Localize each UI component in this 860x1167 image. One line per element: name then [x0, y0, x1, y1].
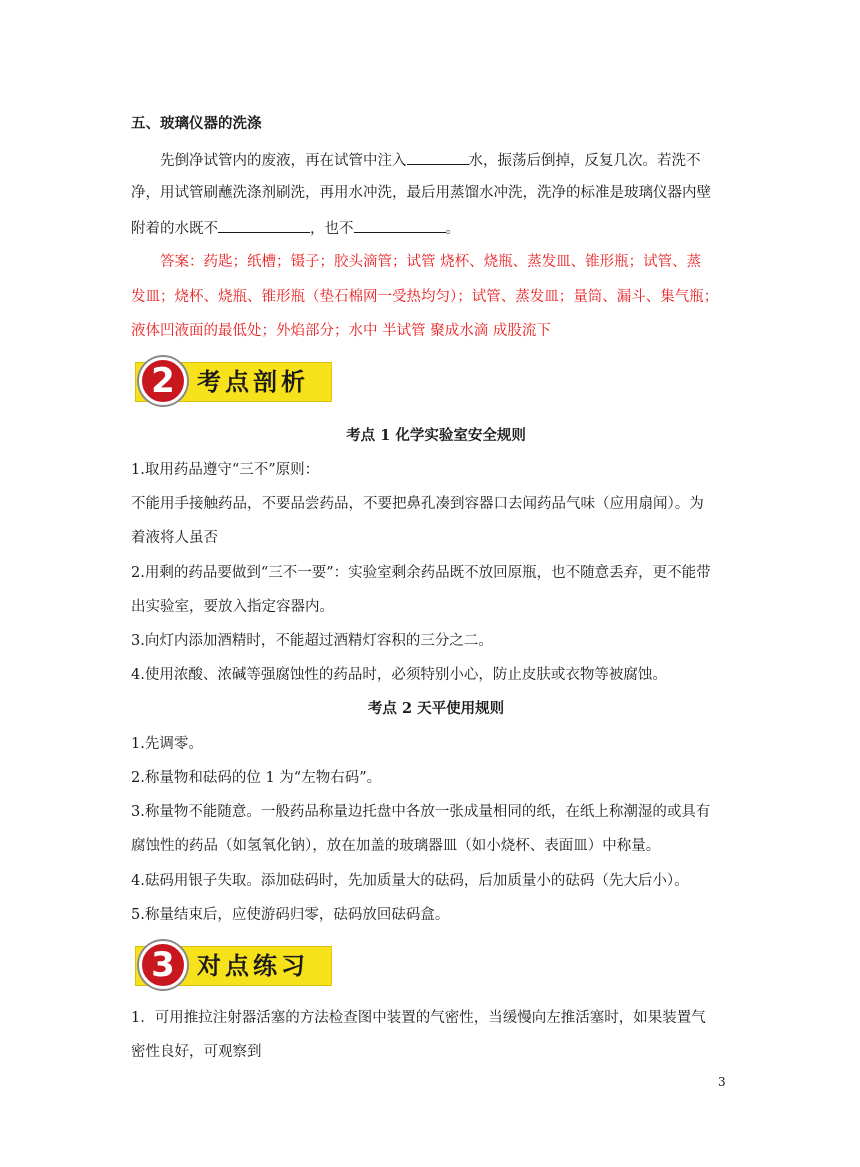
paragraph-line [131, 217, 741, 239]
fill-blank [407, 149, 469, 165]
section-banner [131, 356, 333, 406]
paragraph-line: 着液将人虽否 [131, 530, 218, 546]
text: ，也不 [310, 221, 354, 237]
fill-blank [354, 217, 446, 233]
fill-blank [218, 217, 310, 233]
paragraph-line: 不能用手接触药品，不要品尝药品，不要把鼻孔凑到容器口去闻药品气味（应用扇闻）。为 [131, 496, 704, 512]
banner-title: 考点剖析 [197, 368, 309, 396]
section-heading: 五、玻璃仪器的洗涤 [131, 115, 262, 132]
paragraph-line: 2.用剩的药品要做到“三不一要”：实验室剩余药品既不放回原瓶，也不随意丢弃，更不能带 [131, 565, 711, 581]
banner-number-badge: 2 [139, 357, 187, 405]
paragraph-line [131, 149, 741, 171]
paragraph-line: 5.称量结束后，应使游码归零，砝码放回砝码盒。 [131, 907, 450, 923]
answer-line: 答案：药匙；纸槽；镊子；胶头滴管；试管 烧杯、烧瓶、蒸发皿、锥形瓶；试管、蒸 [160, 254, 702, 270]
paragraph-line: 4.砝码用银子失取。添加砝码时，先加质量大的砝码，后加质量小的砝码（先大后小）。 [131, 873, 689, 889]
paragraph-line: 4.使用浓酸、浓碱等强腐蚀性的药品时，必须特别小心，防止皮肤或衣物等被腐蚀。 [131, 667, 667, 683]
point-heading: 考点 2 天平使用规则 [367, 700, 505, 717]
exercise-line: 1．可用推拉注射器活塞的方法检查图中装置的气密性，当缓慢向左推活塞时，如果装置气 [131, 1010, 706, 1026]
paragraph-line: 3.称量物不能随意。一般药品称量边托盘中各放一张成量相同的纸，在纸上称潮湿的或具有 [131, 804, 711, 820]
answer-line: 发皿；烧杯、烧瓶、锥形瓶（垫石棉网一受热均匀）；试管、蒸发皿；量筒、漏斗、集气瓶； [131, 289, 719, 305]
text: 水，振荡后倒掉，反复几次。若洗不 [468, 153, 701, 169]
paragraph-line: 出实验室，要放入指定容器内。 [131, 599, 334, 615]
point-heading: 考点 1 化学实验室安全规则 [346, 427, 526, 444]
paragraph-line: 腐蚀性的药品（如氢氧化钠），放在加盖的玻璃器皿（如小烧杯、表面皿）中称量。 [131, 838, 661, 854]
paragraph-line: 3.向灯内添加酒精时，不能超过酒精灯容积的三分之二。 [131, 633, 493, 649]
paragraph-line: 2.称量物和砝码的位 1 为“左物右码”。 [131, 770, 382, 786]
exercise-line: 密性良好，可观察到 [131, 1044, 262, 1060]
paragraph-line: 1.先调零。 [131, 736, 203, 752]
text: 。 [445, 221, 460, 237]
paragraph-line: 净，用试管刷蘸洗涤剂刷洗，再用水冲洗，最后用蒸馏水冲洗，洗净的标准是玻璃仪器内壁 [131, 185, 711, 201]
text: 先倒净试管内的废液，再在试管中注入 [160, 153, 407, 169]
page-number: 3 [718, 1075, 726, 1089]
banner-number-badge: 3 [139, 941, 187, 989]
section-banner [131, 940, 333, 990]
text: 附着的水既不 [131, 221, 218, 237]
paragraph-line: 1.取用药品遵守“三不”原则： [131, 462, 320, 478]
answer-line: 液体凹液面的最低处；外焰部分；水中 半试管 聚成水滴 成股流下 [131, 323, 551, 339]
banner-title: 对点练习 [197, 952, 309, 980]
